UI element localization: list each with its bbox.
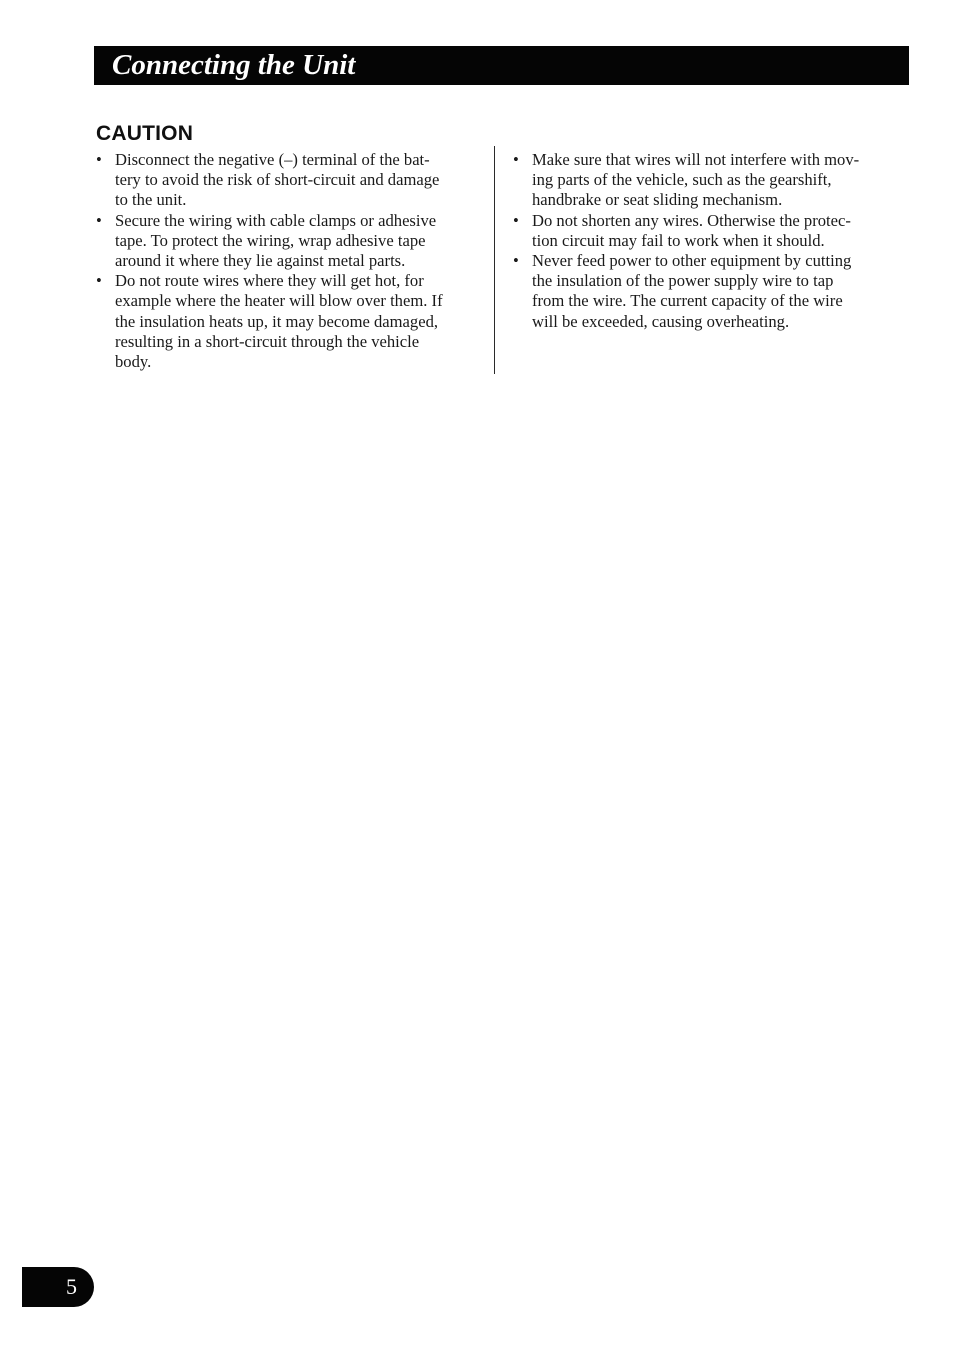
- list-item: [513, 211, 893, 251]
- list-item: [96, 271, 474, 372]
- caution-heading: CAUTION: [96, 122, 194, 145]
- bullet-icon: •: [513, 251, 519, 271]
- bullet-icon: •: [513, 210, 519, 230]
- bullet-icon: •: [96, 271, 102, 291]
- page-number: 5: [66, 1274, 77, 1299]
- bullet-icon: •: [96, 210, 102, 230]
- list-item-text: Make sure that wires will not interfere with mov- ing parts of the vehicle, such as the gearshift, handbrake or seat sliding mechanism.: [532, 150, 860, 210]
- section-title-bar: [94, 46, 909, 85]
- list-item: [513, 251, 893, 332]
- page-number-tab: [22, 1267, 94, 1307]
- list-item: [96, 150, 474, 211]
- list-item-text: Do not route wires where they will get hot, for example where the heater will blow over them. If the insulation heats up, it may become damaged, resulting in a short-circuit through the vehicle body.: [115, 271, 443, 372]
- list-item-text: Do not shorten any wires. Otherwise the protec- tion circuit may fail to work when it should.: [532, 210, 851, 250]
- list-item-text: Secure the wiring with cable clamps or adhesive tape. To protect the wiring, wrap adhesive tape around it where they lie against metal parts.: [115, 210, 437, 271]
- left-caution-list: [96, 150, 474, 372]
- list-item-text: Disconnect the negative (–) terminal of the bat- tery to avoid the risk of short-circuit and damage to the unit.: [115, 150, 440, 210]
- bullet-icon: •: [96, 150, 102, 169]
- bullet-icon: •: [513, 150, 519, 169]
- column-divider: [494, 146, 495, 374]
- page-title: Connecting the Unit: [112, 49, 356, 81]
- list-item: [513, 150, 893, 211]
- right-caution-list: [513, 150, 893, 332]
- list-item: [96, 211, 474, 272]
- list-item-text: Never feed power to other equipment by cutting the insulation of the power supply wire to tap from the wire. The current capacity of the wire will be exceeded, causing overheating.: [532, 251, 852, 331]
